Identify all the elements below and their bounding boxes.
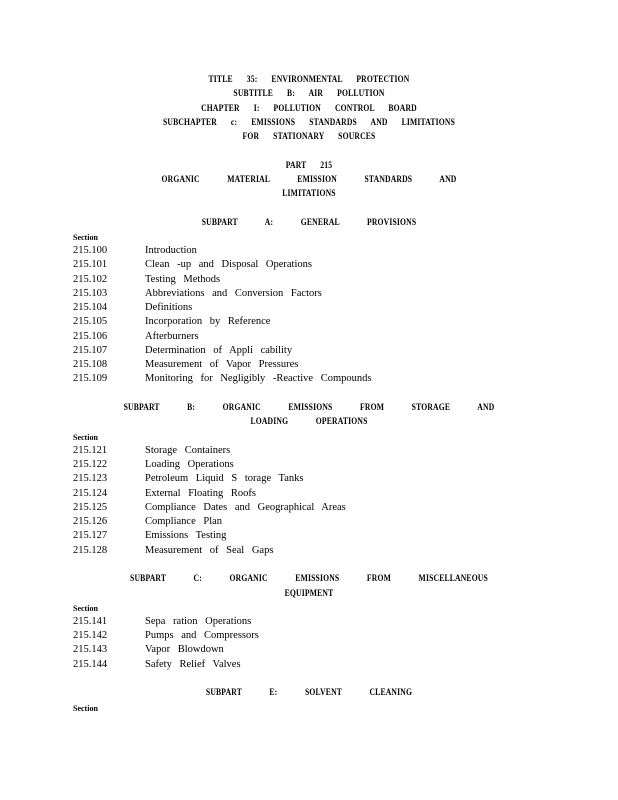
section-number: 215.122 [73, 459, 108, 470]
section-title: Determination of Appli cability [145, 345, 293, 356]
section-number: 215.123 [73, 473, 108, 484]
section-number: 215.106 [73, 331, 108, 342]
subpart-b-heading-cont: LOADING OPERATIONS [250, 416, 368, 426]
section-number: 215.124 [73, 488, 108, 499]
toc-row [73, 630, 259, 641]
section-number: 215.104 [73, 302, 108, 313]
subpart-a-heading: SUBPART A: GENERAL PROVISIONS [201, 217, 417, 227]
toc-row [73, 245, 197, 256]
toc-row [73, 644, 224, 655]
section-title: Definitions [145, 302, 193, 313]
section-title: Pumps and Compressors [145, 630, 259, 641]
toc-row [73, 488, 256, 499]
part-title: ORGANIC MATERIAL EMISSION STANDARDS AND [161, 174, 457, 184]
section-title: Incorporation by Reference [145, 316, 271, 327]
subpart-b-heading: SUBPART B: ORGANIC EMISSIONS FROM STORAGE AND [123, 402, 495, 412]
chapter-heading: CHAPTER I: POLLUTION CONTROL BOARD [201, 103, 417, 113]
section-number: 215.108 [73, 359, 108, 370]
section-number: 215.128 [73, 545, 108, 556]
section-number: 215.101 [73, 259, 108, 270]
section-number: 215.143 [73, 644, 108, 655]
toc-row [73, 659, 241, 670]
section-title: Testing Methods [145, 274, 221, 285]
part-title-cont: LIMITATIONS [282, 188, 336, 198]
section-title: Loading Operations [145, 459, 234, 470]
toc-row [73, 345, 292, 356]
section-label: Section [73, 433, 98, 442]
toc-row [73, 473, 303, 484]
subpart-c-heading: SUBPART C: ORGANIC EMISSIONS FROM MISCELLANEOUS [130, 573, 488, 583]
title-heading: TITLE 35: ENVIRONMENTAL PROTECTION [208, 74, 410, 84]
section-title: Sepa ration Operations [145, 616, 252, 627]
toc-row [73, 359, 298, 370]
section-title: Storage Containers [145, 445, 231, 456]
subpart-c-heading-cont: EQUIPMENT [284, 588, 334, 598]
toc-row [73, 316, 270, 327]
section-number: 215.107 [73, 345, 108, 356]
section-title: Emissions Testing [145, 530, 227, 541]
part-number: PART 215 [285, 160, 333, 170]
section-title: Abbreviations and Conversion Factors [145, 288, 322, 299]
section-title: Compliance Plan [145, 516, 223, 527]
section-title: Introduction [145, 245, 197, 256]
toc-row [73, 516, 222, 527]
section-number: 215.144 [73, 659, 108, 670]
toc-row [73, 274, 220, 285]
section-number: 215.142 [73, 630, 108, 641]
section-number: 215.126 [73, 516, 108, 527]
subpart-e-heading: SUBPART E: SOLVENT CLEANING [205, 687, 413, 697]
section-number: 215.103 [73, 288, 108, 299]
section-title: Monitoring for Negligibly -Reactive Compounds [145, 373, 372, 384]
section-number: 215.121 [73, 445, 108, 456]
toc-row [73, 530, 226, 541]
section-title: Clean -up and Disposal Operations [145, 259, 312, 270]
section-number: 215.109 [73, 373, 108, 384]
toc-row [73, 445, 230, 456]
section-title: Measurement of Vapor Pressures [145, 359, 299, 370]
toc-row [73, 459, 234, 470]
section-title: Afterburners [145, 331, 199, 342]
section-number: 215.100 [73, 245, 108, 256]
toc-row [73, 331, 199, 342]
section-number: 215.102 [73, 274, 108, 285]
toc-row [73, 373, 371, 384]
section-label: Section [73, 604, 98, 613]
section-title: External Floating Roofs [145, 488, 256, 499]
section-label: Section [73, 233, 98, 242]
section-label: Section [73, 704, 98, 713]
toc-row [73, 302, 192, 313]
section-number: 215.127 [73, 530, 108, 541]
toc-row [73, 616, 251, 627]
toc-row [73, 545, 273, 556]
section-title: Measurement of Seal Gaps [145, 545, 274, 556]
toc-row [73, 288, 322, 299]
subchapter-heading: SUBCHAPTER c: EMISSIONS STANDARDS AND LIMITATIONS [162, 117, 456, 127]
section-number: 215.141 [73, 616, 108, 627]
section-number: 215.125 [73, 502, 108, 513]
toc-row [73, 259, 312, 270]
section-title: Safety Relief Valves [145, 659, 241, 670]
section-title: Vapor Blowdown [145, 644, 224, 655]
toc-row [73, 502, 346, 513]
section-title: Petroleum Liquid S torage Tanks [145, 473, 304, 484]
section-title: Compliance Dates and Geographical Areas [145, 502, 346, 513]
subtitle-heading: SUBTITLE B: AIR POLLUTION [233, 88, 385, 98]
subchapter-heading-cont: FOR STATIONARY SOURCES [242, 131, 376, 141]
section-number: 215.105 [73, 316, 108, 327]
